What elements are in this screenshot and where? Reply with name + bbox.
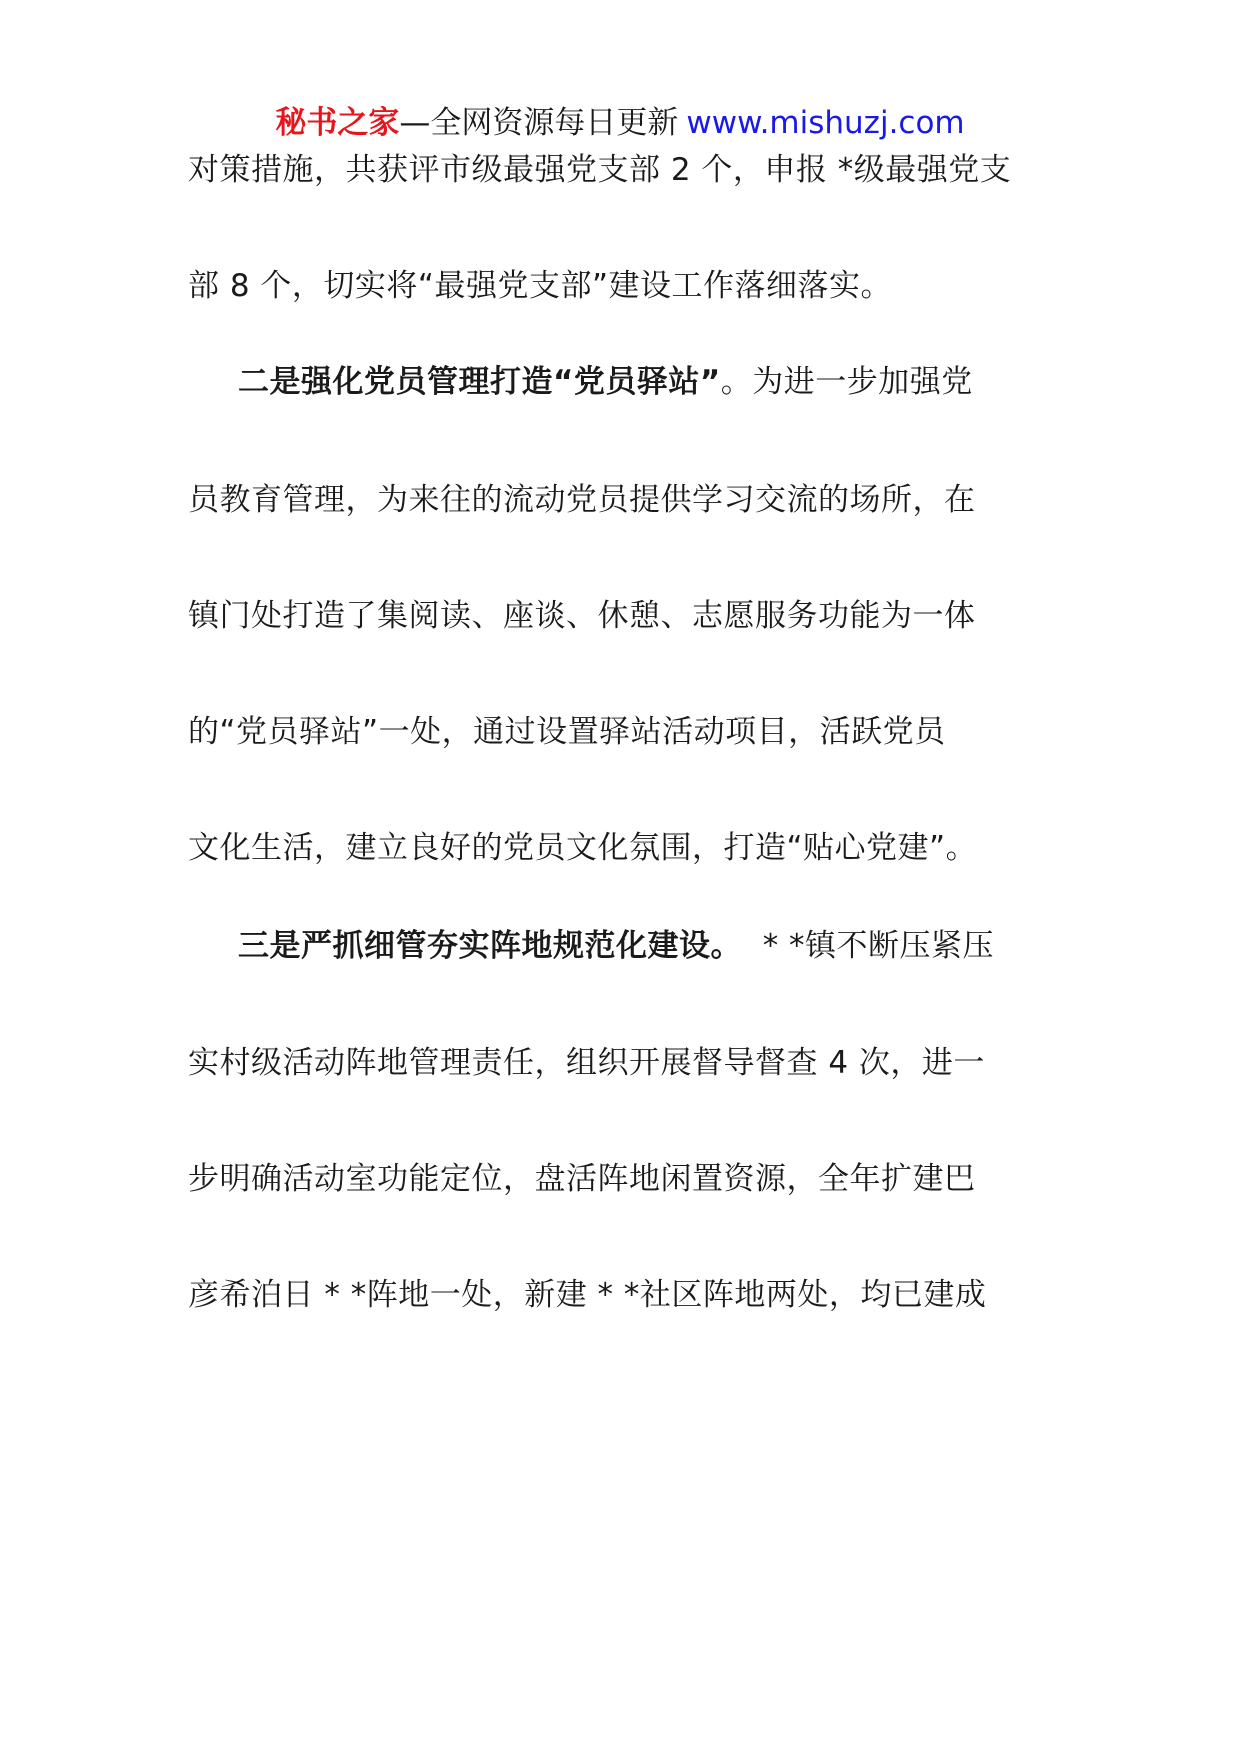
paragraph-3-first-line <box>238 923 1108 969</box>
paragraph-2-text: 。为进一步加强党 <box>720 364 973 400</box>
paragraph-3-text: * *镇不断压紧压 <box>742 928 995 964</box>
body-line-11: 彦希泊日 * *阵地一处，新建 * *社区阵地两处，均已建成 <box>188 1277 987 1313</box>
body-line-5: 镇门处打造了集阅读、座谈、休憩、志愿服务功能为一体 <box>188 598 976 634</box>
paragraph-3-heading: 三是严抓细管夯实阵地规范化建设。 <box>238 928 742 964</box>
body-line-6: 的“党员驿站”一处，通过设置驿站活动项目，活跃党员 <box>188 714 946 750</box>
header-slogan: —全网资源每日更新 <box>399 105 679 141</box>
body-line-9: 实村级活动阵地管理责任，组织开展督导督查 4 次，进一 <box>188 1045 985 1081</box>
body-line-1: 对策措施，共获评市级最强党支部 2 个，申报 *级最强党支 <box>188 152 1012 188</box>
paragraph-2-heading: 二是强化党员管理打造“党员驿站” <box>238 364 721 400</box>
website-link[interactable]: www.mishuzj.com <box>686 105 965 141</box>
body-line-4: 员教育管理，为来往的流动党员提供学习交流的场所，在 <box>188 482 976 518</box>
page-header <box>0 100 1240 146</box>
paragraph-2-first-line <box>238 359 1108 405</box>
brand-name: 秘书之家 <box>275 105 400 141</box>
body-line-10: 步明确活动室功能定位，盘活阵地闲置资源，全年扩建巴 <box>188 1161 976 1197</box>
body-line-7: 文化生活，建立良好的党员文化氛围，打造“贴心党建”。 <box>188 830 978 866</box>
body-line-2: 部 8 个，切实将“最强党支部”建设工作落细落实。 <box>188 268 893 304</box>
